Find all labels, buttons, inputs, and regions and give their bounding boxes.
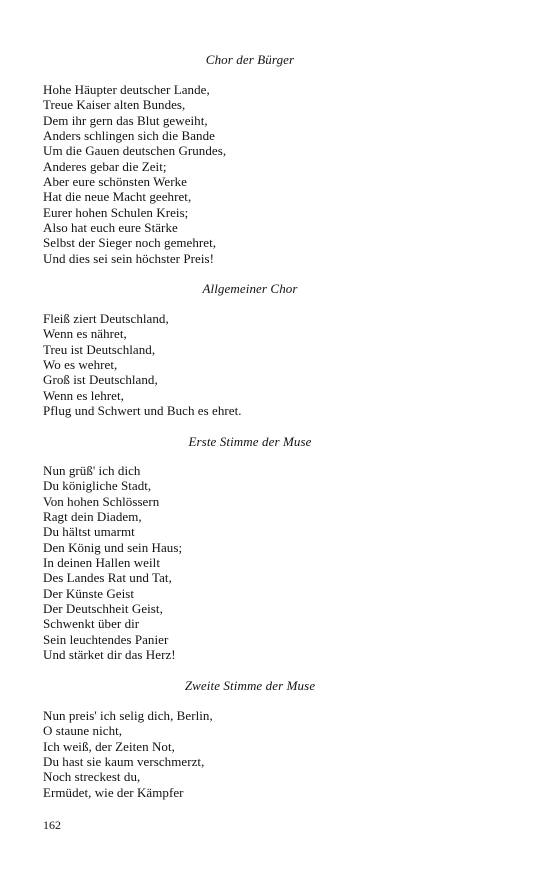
verse-line: Der Künste Geist: [43, 585, 135, 601]
verse-line: Sein leuchtendes Panier: [43, 631, 169, 647]
verse-line: Treu ist Deutschland,: [43, 341, 156, 357]
verse-line: Und stärket dir das Herz!: [43, 646, 176, 662]
verse-line: Um die Gauen deutschen Grundes,: [43, 143, 227, 159]
verse-line: Hat die neue Macht geehret,: [43, 189, 192, 205]
verse-line: Der Deutschheit Geist,: [43, 600, 163, 616]
verse-line: Von hohen Schlössern: [43, 493, 160, 509]
verse-line: Ragt dein Diadem,: [43, 508, 142, 524]
verse-line: Also hat euch eure Stärke: [43, 219, 178, 235]
verse-line: Wo es wehret,: [43, 356, 118, 372]
verse-line: Noch streckest du,: [43, 769, 141, 785]
verse-line: Pflug und Schwert und Buch es ehret.: [43, 402, 242, 418]
verse-line: Anders schlingen sich die Bande: [43, 127, 215, 143]
verse-block-zweite-stimme: [43, 708, 503, 800]
verse-line: Und dies sei sein höchster Preis!: [43, 250, 214, 266]
verse-line: Nun grüß' ich dich: [43, 463, 141, 478]
verse-line: Du königliche Stadt,: [43, 478, 152, 494]
verse-line: Groß ist Deutschland,: [43, 372, 158, 388]
verse-line: Anderes gebar die Zeit;: [43, 158, 167, 174]
section-heading-zweite-stimme: Zweite Stimme der Muse: [184, 678, 316, 693]
verse-line: Fleiß ziert Deutschland,: [43, 311, 169, 326]
verse-block-chor-der-buerger: [43, 82, 503, 266]
verse-line: Selbst der Sieger noch gemehret,: [43, 235, 217, 251]
verse-line: Wenn es lehret,: [43, 387, 124, 403]
verse-line: Nun preis' ich selig dich, Berlin,: [43, 708, 213, 723]
verse-line: Aber eure schönsten Werke: [43, 173, 187, 189]
verse-line: Du hältst umarmt: [43, 524, 135, 540]
section-heading-allgemeiner-chor: Allgemeiner Chor: [202, 281, 298, 296]
verse-line: O staune nicht,: [43, 723, 123, 739]
verse-line: Wenn es nähret,: [43, 326, 127, 342]
page-number: 162: [43, 818, 61, 832]
verse-line: Eurer hohen Schulen Kreis;: [43, 204, 189, 220]
verse-line: Treue Kaiser alten Bundes,: [43, 97, 186, 113]
verse-line: Ich weiß, der Zeiten Not,: [43, 738, 175, 754]
section-heading-chor-der-buerger: Chor der Bürger: [205, 52, 295, 67]
verse-line: Des Landes Rat und Tat,: [43, 570, 172, 586]
verse-line: Du hast sie kaum verschmerzt,: [43, 753, 205, 769]
verse-line: Hohe Häupter deutscher Lande,: [43, 82, 210, 97]
verse-line: Den König und sein Haus;: [43, 539, 183, 555]
verse-line: Dem ihr gern das Blut geweiht,: [43, 112, 208, 128]
verse-block-allgemeiner-chor: [43, 311, 503, 418]
verse-line: Ermüdet, wie der Kämpfer: [43, 784, 184, 800]
verse-block-erste-stimme: [43, 463, 503, 662]
verse-line: In deinen Hallen weilt: [43, 554, 160, 570]
section-heading-erste-stimme: Erste Stimme der Muse: [188, 434, 312, 449]
verse-line: Schwenkt über dir: [43, 616, 140, 632]
